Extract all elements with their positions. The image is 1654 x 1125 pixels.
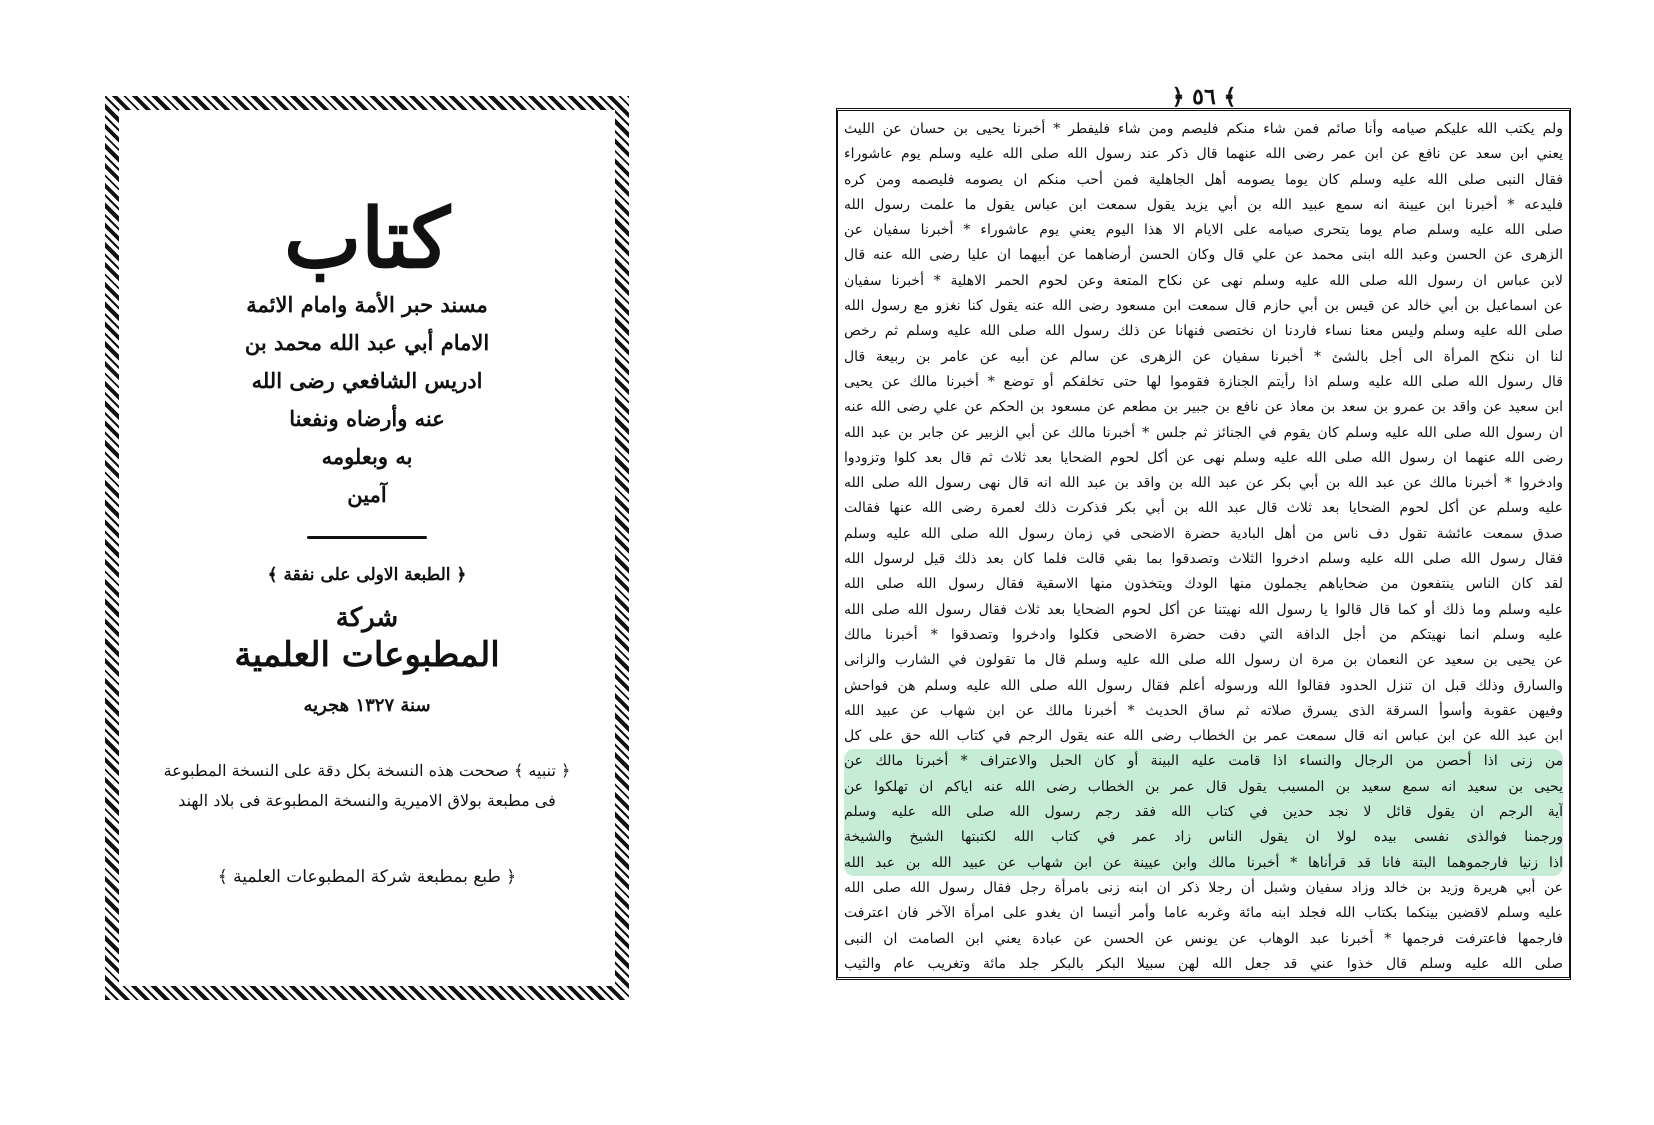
text-line: عليه وسلم وما ذلك أو كما قال قالوا يا رسول الله نهيتنا عن أكل لحوم الضحايا بعد ثلاث فقال رسول الله صلى الله (844, 601, 1563, 618)
text-lines (844, 117, 1563, 971)
page-number: ﴿ ٥٦ ﴾ (1171, 84, 1237, 110)
highlighted-text-line: ورجمنا فوالذى نفسى بيده لولا ان يقول الناس زاد عمر في كتاب الله لكتبتها الشيخ والشيخة (844, 825, 1563, 850)
printed-by: ﴿ طبع بمطبعة شركة المطبوعات العلمية ﴾ (217, 867, 517, 887)
text-line: ان رسول الله صلى الله عليه وسلم كان يقوم في الجنائز ثم جلس * أخبرنا مالك عن أبي الزبير عن جابر بن عبد الله (844, 424, 1563, 441)
text-line: عن اسماعيل بن أبي خالد عن قيس بن أبي حازم قال سمعت ابن مسعود رضى الله عنه يقول كنا نغزو مع رسول الله (844, 298, 1563, 315)
text-line: عليه وسلم انما نهيتكم من أجل الدافة التي دفت حضرة الاضحى فكلوا وادخروا وتصدقوا * أخبرنا مالك (844, 626, 1563, 643)
text-line: عن أبي هريرة وزيد بن خالد وزاد سفيان وشبل أن رجلا ذكر ان ابنه زنى بامرأة رجل فقال رسول الله صلى الله (844, 879, 1563, 896)
subtitle-line: الامام أبي عبد الله محمد بن (244, 330, 490, 355)
text-line: وادخروا * أخبرنا مالك عن عبد الله بن أبي بكر عن عبد الله بن واقد بن عبد الله انه قال نهى رسول الله صلى الله (844, 475, 1563, 492)
publication-year: سنة ١٣٢٧ هجريه (303, 695, 431, 716)
notice-text: ﴿ تنبيه ﴾ صححت هذه النسخة بكل دقة على النسخة المطبوعة فى مطبعة بولاق الاميرية والنسخة المطبوعة فى بلاد الهند (163, 761, 571, 810)
text-line: فقال النبى صلى الله عليه وسلم كان يوما يصومه أهل الجاهلية فمن أحب منكم ان يصومه فليصمه ومن كره (844, 171, 1563, 188)
highlighted-text-line: من زنى اذا أحصن من الرجال والنساء اذا قامت عليه البينة أو كان الحبل والاعتراف * أخبرنا مالك عن (844, 749, 1563, 774)
edition-line: ﴿ الطبعة الاولى على نفقة ﴾ (267, 565, 467, 585)
text-line: عن يحيى بن سعيد عن النعمان بن مرة ان رسول الله صلى الله عليه وسلم قال ما تقولون في الشارب والزانى (844, 652, 1563, 669)
text-line: فارجمها فاعترفت فرجمها * أخبرنا عبد الوهاب عن يونس عن الحسن عن عبادة يعني ابن الصامت ان النبى (844, 930, 1563, 947)
text-line: صدق سمعت عائشة تقول دف ناس من أهل البادية حضرة الاضحى في زمان رسول الله صلى الله عليه وسلم (844, 525, 1563, 542)
text-line: صلى الله عليه وسلم وليس معنا نساء فاردنا ان نختصى فنهانا عن ذلك رسول الله صلى الله عليه وسلم ثم رخص (844, 323, 1563, 340)
highlighted-text-line: اذا زنيا فارجموهما البتة فانا قد قرأناها * أخبرنا مالك وابن عيينة عن ابن شهاب عن عبيد الله بن عبد الله (844, 851, 1563, 876)
subtitle-line: به وبعلومه (321, 444, 413, 469)
text-line: وفيهن عقوبة وأسوأ السرقة الذى يسرق صلاته ثم ساق الحديث * أخبرنا مالك عن ابن شهاب عن عبيد الله (844, 702, 1563, 719)
highlighted-text-line: آية الرجم ان يقول قائل لا نجد حدين في كتاب الله فقد رجم رسول الله صلى الله عليه وسلم (844, 800, 1563, 825)
subtitle-line: آمين (347, 482, 387, 507)
divider (307, 536, 427, 539)
text-page (836, 84, 1572, 984)
text-line: ابن سعيد عن واقد بن عمرو بن سعد بن معاذ عن نافع بن جبير بن مطعم عن مسعود بن الحكم عن علي رضى الله عنه (844, 399, 1563, 416)
text-frame (836, 108, 1571, 980)
highlighted-text-line: يحيى بن سعيد انه سمع سعيد بن المسيب يقول قال عمر بن الخطاب رضى الله عنه اياكم ان تهلكوا عن (844, 775, 1563, 800)
text-line: ولم يكتب الله عليكم صيامه وأنا صائم فمن شاء منكم فليصم ومن شاء فليفطر * أخبرنا يحيى بن حسان عن الليث (844, 121, 1563, 137)
text-line: قال رسول الله صلى الله عليه وسلم اذا رأيتم الجنازة فقوموا لها حتى تخلفكم أو توضع * أخبرنا مالك عن يحيى (844, 373, 1563, 390)
text-line: رضى الله عنهما ان رسول الله صلى الله عليه وسلم نهى عن أكل لحوم الضحايا بعد ثلاث ثم قال بعد كلوا وتزودوا (844, 449, 1563, 466)
title-page (113, 104, 621, 992)
text-line: صلى الله عليه وسلم صام يوما يتحرى صيامه على الايام الا هذا اليوم يعني يوم عاشوراء * أخبرنا سفيان عن (844, 222, 1563, 239)
text-line: فليدعه * أخبرنا ابن عيينة انه سمع عبيد الله بن أبي يزيد يقول سمعت ابن عباس يقول ما علمت رسول الله (844, 196, 1563, 213)
book-title: كتاب (284, 191, 450, 287)
text-line: لابن عباس ان رسول الله صلى الله عليه وسلم نهى عن نكاح المتعة وعن لحوم الحمر الاهلية * أخبرنا سفيان (844, 272, 1563, 289)
text-line: عليه وسلم لاقضين بينكما بكتاب الله فجلد ابنه مائة وغربه عاما وأمر أنيسا ان يغدو على امرأة الآخر فان اعترفت (844, 905, 1563, 922)
text-line: عليه وسلم عن أكل لحوم الضحايا بعد ثلاث قال عبد الله بن أبي بكر فذكرت ذلك لعمرة رضى الله عنها فقالت (844, 500, 1563, 517)
text-line: صلى الله عليه وسلم قال خذوا عني قد جعل الله لهن سبيلا البكر بالبكر جلد مائة وتغريب عام والثيب (844, 955, 1563, 972)
publisher-line-2: المطبوعات العلمية (234, 635, 500, 675)
text-line: فقال رسول الله صلى الله عليه وسلم ادخروا الثلاث وتصدقوا بما بقي قالت فلما كان بعد ذلك قيل لرسول الله (844, 551, 1563, 568)
subtitle-line: عنه وأرضاه ونفعنا (289, 406, 445, 431)
text-line: الزهرى عن الحسن وعبد الله ابنى محمد عن علي قال وكان الحسن أرضاهما عن أبيهما ان عليا رضى الله عنه قال (844, 247, 1563, 264)
text-line: والسارق وذلك قبل ان تنزل الحدود فقالوا الله ورسوله أعلم فقال رسول الله صلى الله عليه وسلم هن فواحش (844, 677, 1563, 694)
subtitle-line: مسند حبر الأمة وامام الائمة (246, 292, 488, 317)
text-line: لنا ان ننكح المرأة الى أجل بالشئ * أخبرنا سفيان عن الزهرى عن سالم عن أبيه عن عامر بن ربيعة قال (844, 348, 1563, 365)
publisher-line-1: شركة (335, 603, 399, 633)
text-line: ابن عبد الله عن ابن عباس انه قال سمعت عمر بن الخطاب رضى الله عنه يقول الرجم في كتاب الله حق على كل (844, 728, 1563, 745)
text-line: لقد كان الناس ينتفعون من ضحاياهم يجملون منها الودك ويتخذون منها الاسقية فقال رسول الله صلى الله (844, 576, 1563, 593)
title-page-content (149, 180, 585, 966)
subtitle-line: ادريس الشافعي رضى الله (251, 368, 483, 393)
text-line: يعني ابن سعد عن نافع عن ابن عمر رضى الله عنهما قال ذكر عند رسول الله صلى الله عليه وسلم يوم عاشوراء (844, 146, 1563, 163)
